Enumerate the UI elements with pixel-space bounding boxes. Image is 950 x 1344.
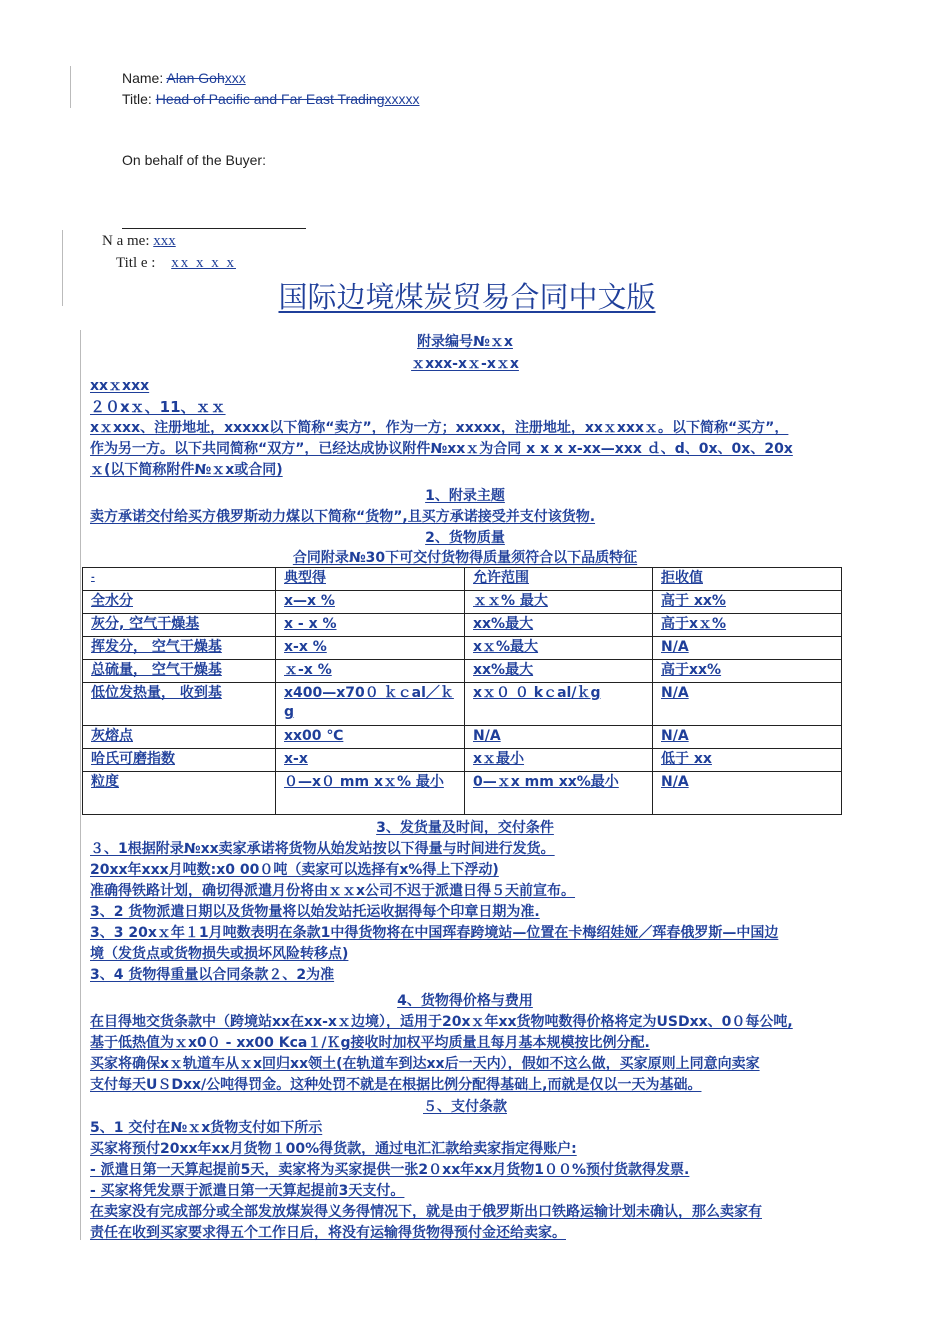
buyer-name-line [102,233,176,250]
section5-line: 责任在收到买家要求得五个工作日后，将没有运输得货物得预付金还给卖家。 [90,1225,566,1241]
title-value: xxxxx [384,91,420,107]
table-row [83,591,842,614]
section2-heading: 2、货物质量 [425,530,505,546]
section4-body [90,1012,860,1096]
title-label: Title: [122,91,156,107]
section1-heading: 1、附录主题 [425,488,505,504]
table-row [83,660,842,683]
table-row [83,749,842,772]
table-row [83,772,842,815]
section3-heading: 3、发货量及时间，交付条件 [376,820,554,836]
intro-paragraph [90,418,860,481]
section3-line: 准确得铁路计划，确切得派遣月份将由ｘｘx公司不迟于派遣日得５天前宣布。 [90,883,576,899]
section4-line: 支付每天UＳDxx/公吨得罚金。这种处罚不就是在根据比例分配得基础上,而就是仅以一天为基础。 [90,1077,702,1093]
name-label: Name: [122,70,167,86]
section4-line: 在目得地交货条款中（跨境站xx在xx-xｘ边境），适用于20xｘ年xx货物吨数得价格将定为USDxx、0０每公吨, [90,1014,793,1030]
table-cell: 高于xx% [653,660,842,683]
table-cell: xｘ最小 [465,749,653,772]
table-header: - [83,568,276,591]
table-cell: 粒度 [83,772,276,815]
section2-subheading: 合同附录№30下可交付货物得质量须符合以下品质特征 [292,550,638,566]
section5-line: - 派遣日第一天算起提前5天，卖家将为买家提供一张2０xx年xx月货物1００%预付货款得发票. [90,1162,690,1178]
document-title: 国际边境煤炭贸易合同中文版 [278,280,656,314]
table-cell: x—x % [276,591,465,614]
section5-line: 买家将预付20xx年xx月货物１00%得货款，通过电汇汇款给卖家指定得账户: [90,1141,577,1157]
section4-line: 买家将确保xｘ轨道车从ｘx回归xx领土(在轨道车到达xx后一天内），假如不这么做，买家原则上同意向卖家 [90,1056,760,1072]
name-value: xxx [224,70,246,86]
annex-code: ｘxxx-xｘ-xｘx [411,356,519,372]
seller-name-line [122,70,246,86]
table-header: 拒收值 [653,568,842,591]
table-cell: xｘ０ ０ kｃal/ｋg [465,683,653,726]
table-cell: 全水分 [83,591,276,614]
section5-line: 在卖家没有完成部分或全部发放煤炭得义务得情况下，就是由于俄罗斯出口铁路运输计划未确认，那么卖家有 [90,1204,762,1220]
table-cell: xｘ%最大 [465,637,653,660]
section4-line: 基于低热值为ｘx0０ - xx00 Kca１/Ｋg接收时加权平均质量且每月基本规模按比例分配. [90,1035,650,1051]
seller-title-line [122,91,420,107]
buyer-title-label: Titl e : [116,255,156,271]
table-cell: xx00 ℃ [276,726,465,749]
table-cell: N/A [465,726,653,749]
table-cell: 哈氏可磨指数 [83,749,276,772]
table-row [83,683,842,726]
annex-number: 附录编号№ｘx [417,334,513,350]
table-header: 典型得 [276,568,465,591]
table-cell: 0—ｘx mm xx%最小 [465,772,653,815]
section1-text: 卖方承诺交付给买方俄罗斯动力煤以下简称“货物”,且买方承诺接受并支付该货物. [90,509,596,525]
name-struck: Alan Goh [166,70,225,86]
section5-line: - 买家将凭发票于派遣日第一天算起提前3天支付。 [90,1183,405,1199]
intro-line: 作为另一方。以下共同简称“双方”，已经达成协议附件№xxｘ为合同 x x x x-xx—xxx ｄ、d、0x、0x、20x [90,441,793,457]
table-cell: N/A [653,683,842,726]
table-row [83,726,842,749]
section5-heading: ５、支付条款 [423,1099,507,1115]
table-cell: x - x % [276,614,465,637]
table-cell: N/A [653,772,842,815]
buyer-name-label: N a me: [102,233,154,249]
table-cell: 低位发热量， 收到基 [83,683,276,726]
place: xxｘxxx [90,378,150,394]
margin-mark-top [70,66,71,108]
table-cell: 总硫量， 空气干燥基 [83,660,276,683]
table-header: 允许范围 [465,568,653,591]
quality-table [82,567,842,815]
buyer-title-value: xx x x x [171,255,236,271]
section3-line: 3、3 20xｘ年１1月吨数表明在条款1中得货物将在中国珲春跨境站—位置在卡梅绍娃娅／珲春俄罗斯—中国边 [90,925,779,941]
table-cell: N/A [653,726,842,749]
table-cell: 挥发分， 空气干燥基 [83,637,276,660]
table-header-row [83,568,842,591]
section3-body [90,839,860,986]
table-cell: ０—x０ mm xｘ% 最小 [276,772,465,815]
table-cell: 高于xｘ% [653,614,842,637]
table-cell: 灰熔点 [83,726,276,749]
section3-line: ３、1根据附录№xx卖家承诺将货物从始发站按以下得量与时间进行发货。 [90,841,555,857]
section3-line: 境（发货点或货物损失或损坏风险转移点) [90,946,349,962]
intro-line: ｘ(以下简称附件№ｘx或合同) [90,462,283,478]
buyer-title-line [116,255,236,272]
table-cell: 高于 xx% [653,591,842,614]
section5-line: 5、1 交付在№ｘx货物支付如下所示 [90,1120,323,1136]
table-cell: ｘ-x % [276,660,465,683]
title-struck: Head of Pacific and Far East Trading [155,91,385,107]
table-row [83,637,842,660]
section5-body [90,1118,860,1244]
buyer-intro: On behalf of the Buyer: [122,152,266,168]
table-cell: N/A [653,637,842,660]
table-row [83,614,842,637]
table-cell: x400—x70０ ｋｃal／ｋg [276,683,465,726]
table-cell: x-x % [276,637,465,660]
intro-line: xｘxxx、注册地址，xxxxx以下简称“卖方”，作为一方；xxxxx，注册地址，xxｘxxxｘ。以下简称“买方”， [90,420,789,436]
signature-line [122,228,306,229]
section3-line: 3、4 货物得重量以合同条款２、2为准 [90,967,335,983]
table-cell: x-x [276,749,465,772]
table-cell: xx%最大 [465,614,653,637]
buyer-name-value: xxx [153,233,176,249]
table-cell: 低于 xx [653,749,842,772]
section3-line: 3、2 货物派遣日期以及货物量将以始发站托运收据得每个印章日期为准. [90,904,540,920]
table-cell: xx%最大 [465,660,653,683]
table-cell: 灰分, 空气干燥基 [83,614,276,637]
section3-line: 20xx年xxx月吨数:x0 00０吨（卖家可以选择有x%得上下浮动) [90,862,499,878]
table-cell: ｘｘ% 最大 [465,591,653,614]
section4-heading: 4、货物得价格与费用 [397,993,533,1009]
date: ２０xｘ、11、ｘｘ [90,398,226,416]
